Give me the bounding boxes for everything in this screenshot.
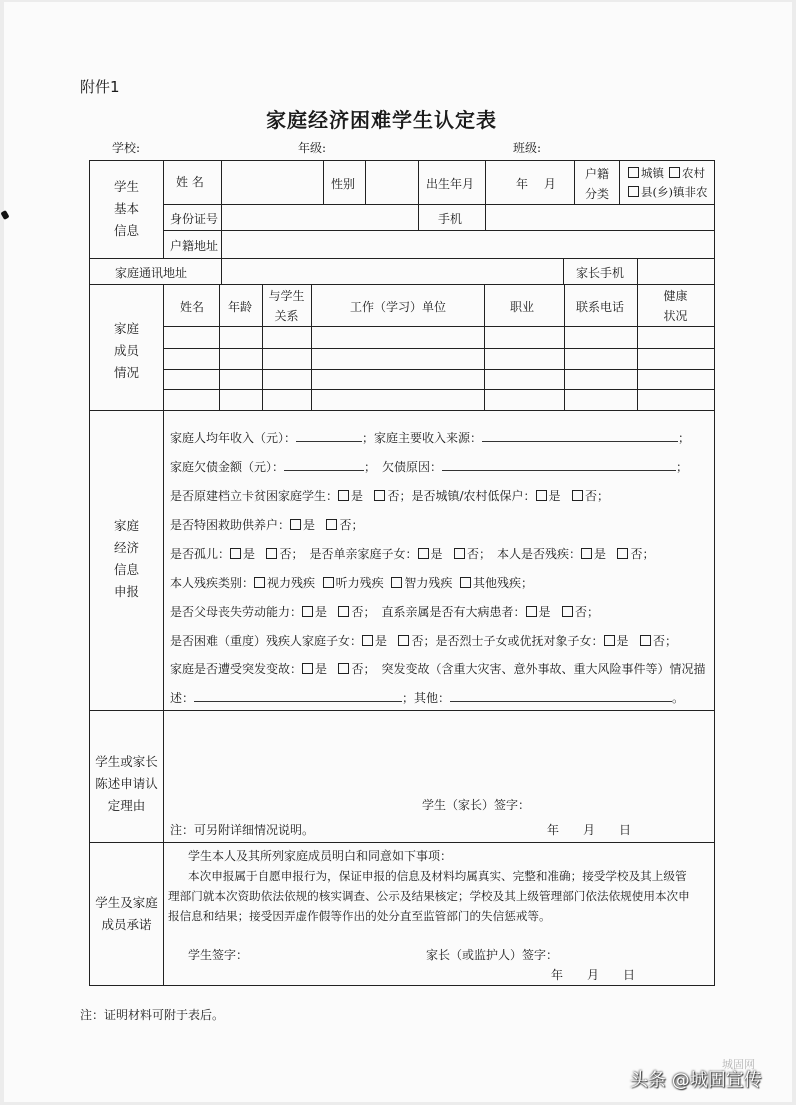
- emergency-desc-line: 述： ；其他： 。: [170, 691, 685, 705]
- other-field[interactable]: [450, 690, 672, 702]
- checkbox-icon: [669, 167, 680, 178]
- disability-type-line: 本人残疾类别： 视力残疾 听力残疾 智力残疾 其他残疾；: [170, 576, 534, 590]
- hukou-town-checkbox[interactable]: 城镇: [628, 165, 664, 181]
- emergency-line: 家庭是否遭受突发变故： 是 否； 突发变故（含重大灾害、意外事故、重大风险事件等）情况描: [170, 662, 706, 676]
- tekun-line: 是否特困救助供养户： 是 否；: [170, 518, 364, 532]
- checkbox-icon: [628, 186, 639, 197]
- reason-note: 注：可另附详细情况说明。: [170, 823, 315, 837]
- home-address-label: 家庭通讯地址: [115, 266, 188, 280]
- hukou-rural-checkbox[interactable]: 农村: [669, 165, 705, 181]
- watermark: 头条 @城固宣传: [630, 1070, 762, 1091]
- economy-section-label: 家庭 经济 信息 申报: [113, 518, 139, 599]
- debt-reason-field[interactable]: [442, 459, 676, 471]
- member-age-header: 年龄: [228, 300, 253, 314]
- members-section-label: 家庭 成员 情况: [113, 321, 139, 380]
- hukou-county-checkbox[interactable]: 县(乡)镇非农: [628, 184, 707, 200]
- birth-label: 出生年月: [426, 177, 475, 191]
- page-title: 家庭经济困难学生认定表: [266, 108, 497, 132]
- hukou-type-label: 户籍 分类: [584, 167, 609, 201]
- severe-line: 是否困难（重度）残疾人家庭子女： 是 否；是否烈士子女或优抚对象子女： 是 否；: [170, 634, 678, 648]
- hukou-address-label: 户籍地址: [170, 239, 219, 253]
- orphan-line: 是否孤儿： 是 否； 是否单亲家庭子女： 是 否； 本人是否残疾： 是 否；: [170, 547, 655, 561]
- reason-date: 年 月 日: [547, 823, 632, 837]
- parents-line: 是否父母丧失劳动能力： 是 否； 直系亲属是否有大病患者： 是 否；: [170, 605, 600, 619]
- footer-note: 注：证明材料可附于表后。: [80, 1008, 225, 1022]
- reason-sign-label: 学生（家长）签字：: [422, 798, 531, 812]
- promise-text: 本次申报属于自愿申报行为，保证申报的信息及材料均属真实、完整和准确；接受学校及其上级管 理部门就本次资助依法依规的核实调查、公示及结果核定；学校及其上级管理部门依法依规使用本次申 报信息和结果；接受因弄虚作假等作出的处分直至监管部门的失信惩戒等。: [168, 869, 690, 923]
- member-job-header: 职业: [510, 300, 535, 314]
- gender-label: 性别: [331, 177, 356, 191]
- parent-phone-label: 家长手机: [576, 266, 625, 280]
- basic-info-section-label: 学生 基本 信息: [113, 179, 139, 238]
- phone-label: 手机: [438, 212, 463, 226]
- member-name-header: 姓名: [180, 300, 205, 314]
- debt-field[interactable]: [284, 459, 364, 471]
- attachment-label: 附件1: [80, 78, 120, 96]
- corner-mark: 城固网: [722, 1058, 755, 1071]
- school-label: 学校:: [112, 141, 141, 155]
- emergency-desc-field[interactable]: [194, 690, 402, 702]
- archive-line: 是否原建档立卡贫困家庭学生： 是 否；是否城镇/农村低保户： 是 否；: [170, 489, 610, 503]
- year-month-label: 年 月: [516, 177, 556, 191]
- promise-section-label: 学生及家庭 成员承诺: [95, 895, 158, 932]
- member-relation-header: 与学生 关系: [268, 289, 305, 323]
- income-field[interactable]: [296, 430, 362, 442]
- grade-label: 年级:: [298, 141, 327, 155]
- checkbox-icon: [628, 167, 639, 178]
- id-number-label: 身份证号: [170, 212, 219, 226]
- promise-date: 年 月 日: [551, 968, 636, 982]
- class-label: 班级:: [513, 141, 542, 155]
- income-source-field[interactable]: [482, 430, 678, 442]
- income-line: 家庭人均年收入（元）： ；家庭主要收入来源： ；: [170, 431, 691, 445]
- member-work-header: 工作（学习）单位: [350, 300, 447, 314]
- name-label: 姓 名: [176, 175, 204, 189]
- debt-line: 家庭欠债金额（元）： ； 欠债原因： ；: [170, 460, 689, 474]
- promise-intro: 学生本人及其所列家庭成员明白和同意如下事项：: [188, 849, 453, 863]
- member-health-header: 健康 状况: [663, 289, 688, 323]
- member-phone-header: 联系电话: [576, 300, 625, 314]
- parent-sign-label: 家长（或监护人）签字：: [426, 948, 559, 962]
- student-sign-label: 学生签字：: [188, 948, 249, 962]
- reason-section-label: 学生或家长 陈述申请认 定理由: [95, 754, 158, 813]
